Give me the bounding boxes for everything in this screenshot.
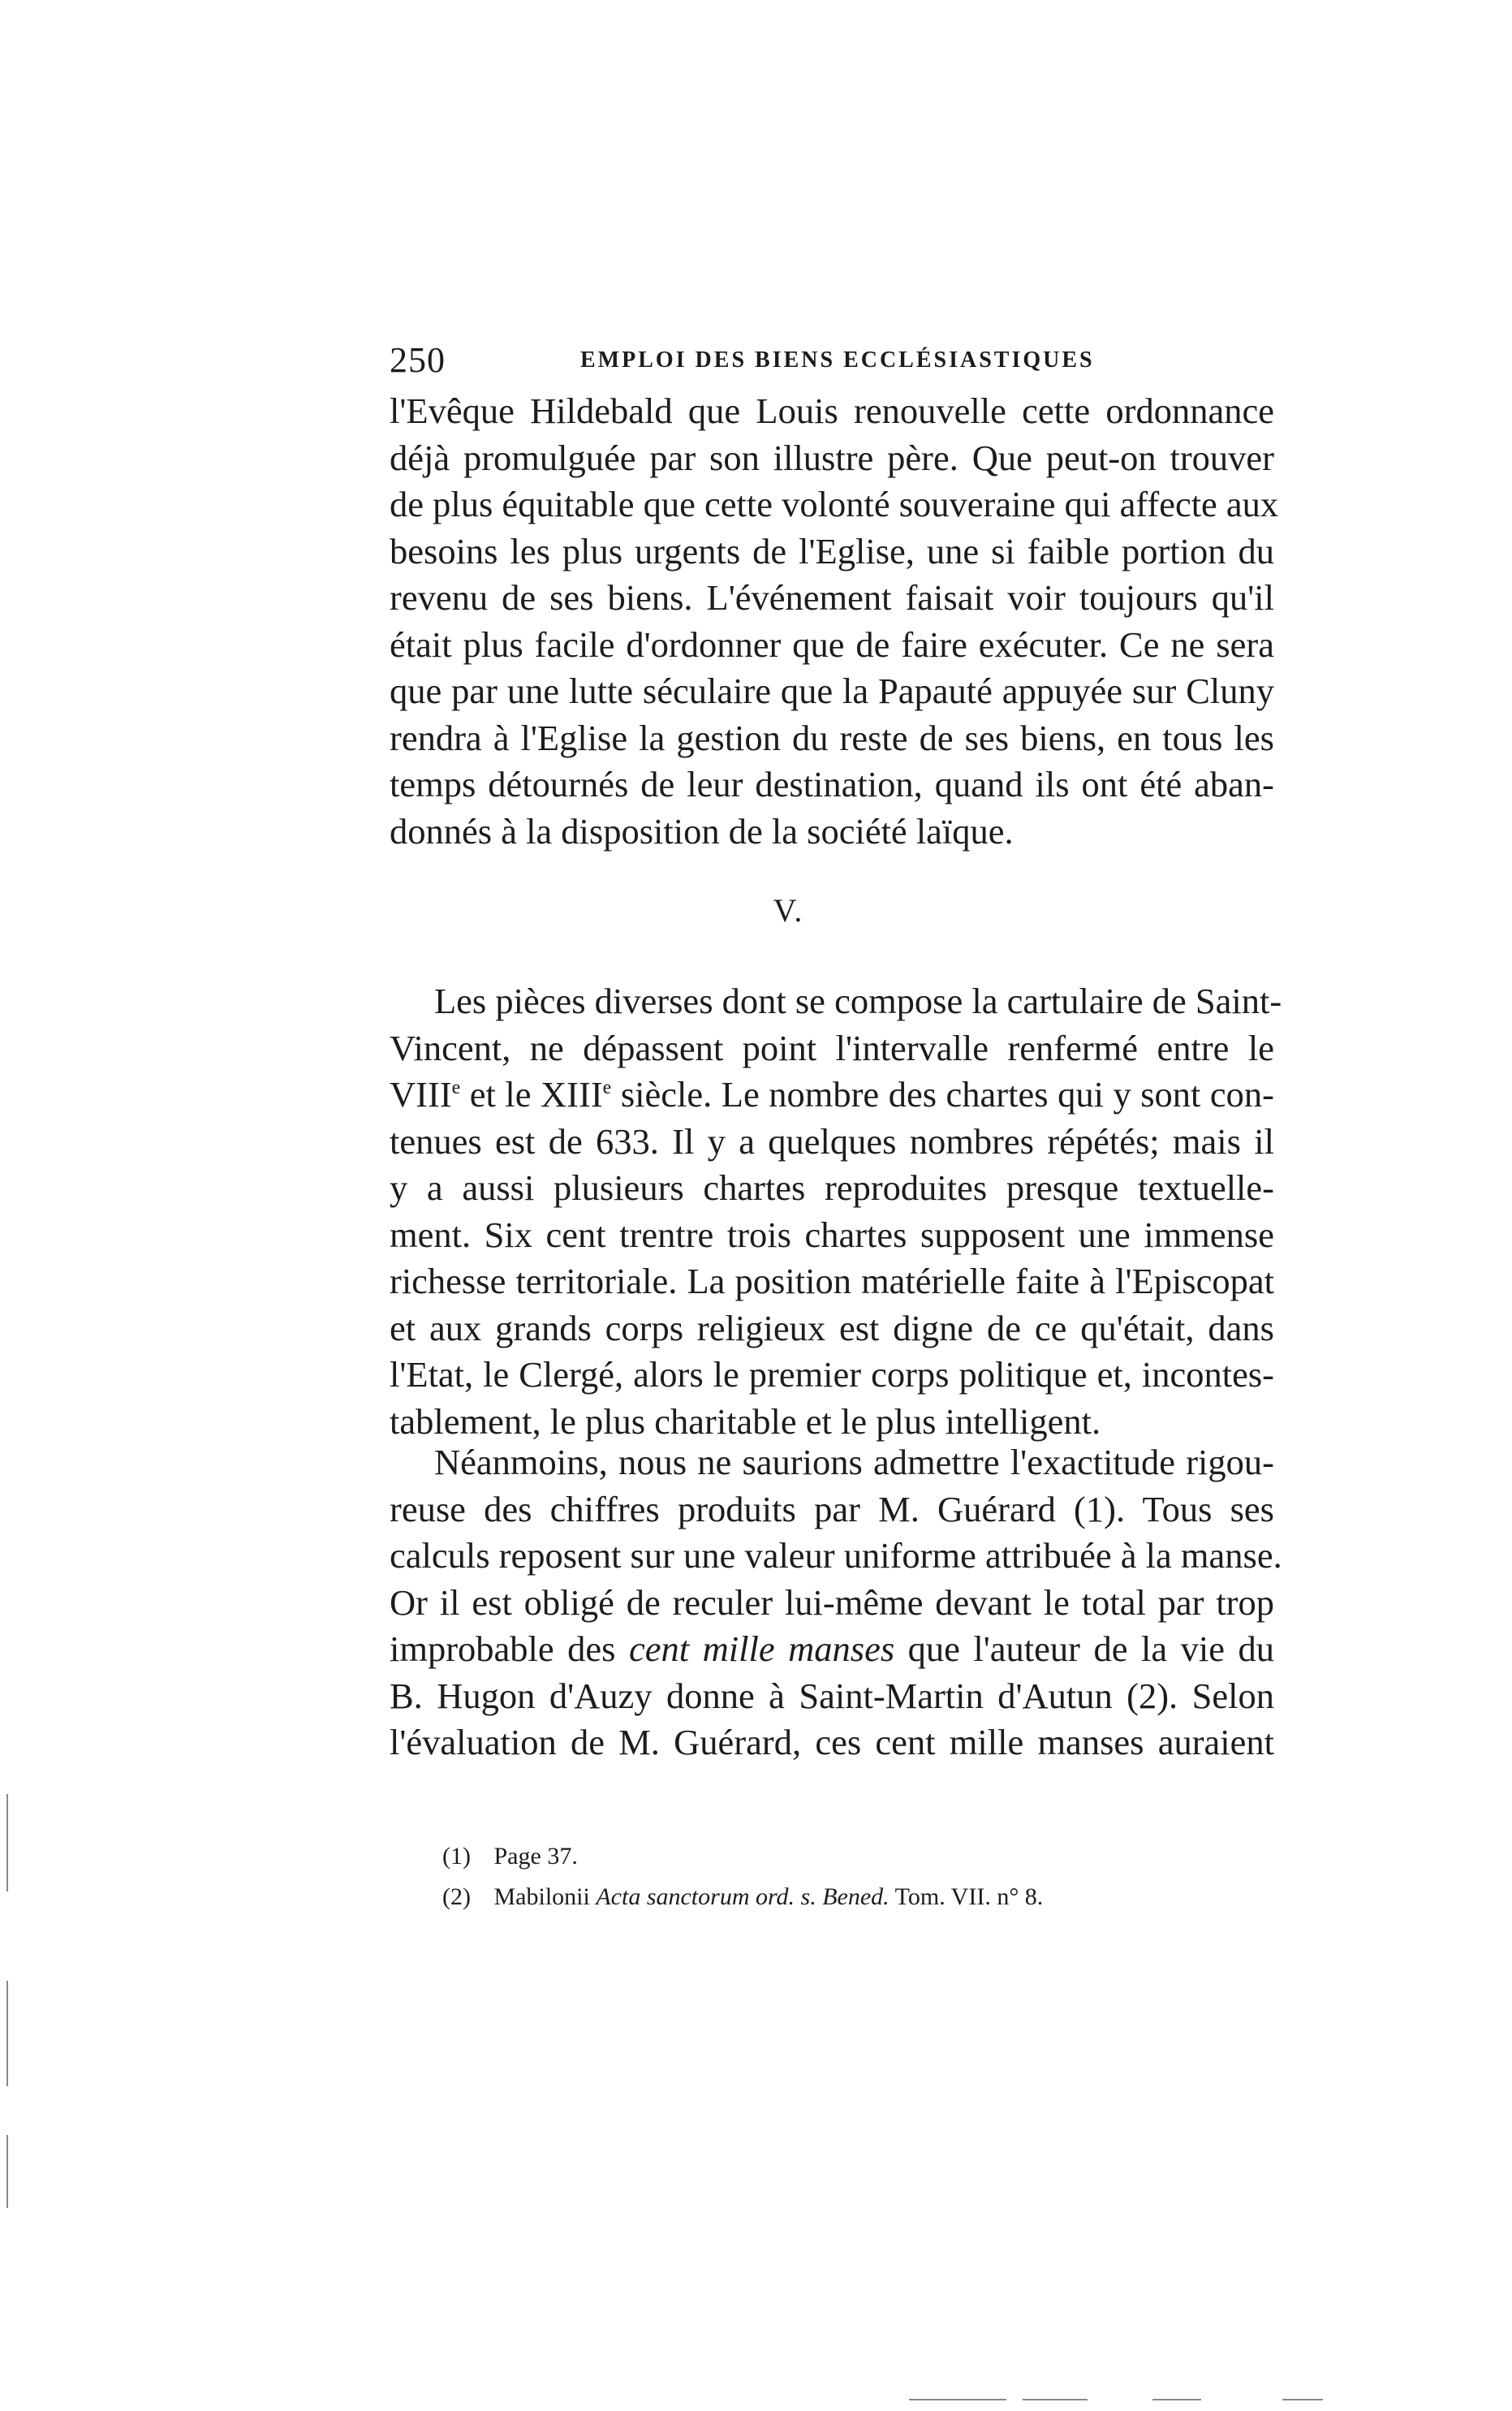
text-line: Or il est obligé de reculer lui-même devant le total par trop bbox=[390, 1581, 1274, 1623]
section-heading bbox=[0, 891, 1512, 929]
text-run: que l'auteur de la vie du bbox=[894, 1628, 1274, 1669]
footnote-2 bbox=[442, 1877, 1043, 1917]
text-run: VIII bbox=[390, 1074, 452, 1115]
section-numeral: V. bbox=[773, 892, 804, 929]
scan-artifact bbox=[1152, 2399, 1201, 2400]
text-run: improbable des bbox=[390, 1628, 629, 1669]
superscript: e bbox=[602, 1077, 612, 1099]
footnote-italic: Acta sanctorum ord. s. Bened. bbox=[596, 1883, 890, 1910]
text-line: donnés à la disposition de la société laïque. bbox=[390, 810, 1014, 852]
text-line: l'évaluation de M. Guérard, ces cent mille manses auraient bbox=[390, 1722, 1274, 1762]
text-run: et le XIII bbox=[460, 1074, 603, 1115]
footnote-ref: (1) bbox=[442, 1843, 471, 1870]
text-line: tablement, le plus charitable et le plus intelligent. bbox=[390, 1400, 1101, 1442]
page-number: 250 bbox=[390, 340, 446, 380]
paragraph-1 bbox=[390, 388, 1279, 855]
footnote-text: Page 37. bbox=[493, 1843, 578, 1870]
scan-artifact bbox=[6, 1794, 8, 1891]
footnote-text: Mabilonii bbox=[493, 1883, 597, 1910]
text-line: y a aussi plusieurs chartes reproduites presque textuelle- bbox=[390, 1167, 1274, 1208]
text-line: que par une lutte séculaire que la Papauté appuyée sur Cluny bbox=[390, 671, 1274, 711]
scan-artifact bbox=[6, 1981, 8, 2086]
footnote-text: Tom. VII. n° 8. bbox=[889, 1883, 1044, 1910]
text-line-with-superscripts bbox=[390, 1072, 1274, 1119]
text-line: calculs reposent sur une valeur uniforme attribuée à la manse. bbox=[390, 1535, 1282, 1576]
text-line: de plus équitable que cette volonté souveraine qui affecte aux bbox=[390, 484, 1279, 524]
text-run: siècle. Le nombre des chartes qui y sont con- bbox=[611, 1074, 1275, 1115]
scan-artifact bbox=[1023, 2399, 1088, 2400]
text-line: rendra à l'Eglise la gestion du reste de ses biens, en tous les bbox=[390, 717, 1274, 758]
paragraph-3 bbox=[390, 1439, 1282, 1766]
text-line: Les pièces diverses dont se compose la cartulaire de Saint- bbox=[434, 981, 1282, 1021]
text-line: B. Hugon d'Auzy donne à Saint-Martin d'Autun (2). Selon bbox=[390, 1675, 1274, 1716]
text-line: tenues est de 633. Il y a quelques nombres répétés; mais il bbox=[390, 1120, 1274, 1162]
scan-artifact bbox=[1282, 2399, 1323, 2400]
footnotes bbox=[442, 1836, 1043, 1917]
text-line: besoins les plus urgents de l'Eglise, une si faible portion du bbox=[390, 530, 1274, 571]
italic-phrase: cent mille manses bbox=[629, 1628, 895, 1669]
text-line: Néanmoins, nous ne saurions admettre l'exactitude rigou- bbox=[434, 1442, 1274, 1482]
running-title: EMPLOI DES BIENS ECCLÉSIASTIQUES bbox=[580, 347, 1095, 373]
text-line: déjà promulguée par son illustre père. Que peut-on trouver bbox=[390, 437, 1274, 478]
footnote-ref: (2) bbox=[442, 1883, 471, 1910]
paragraph-2 bbox=[390, 978, 1282, 1445]
text-line: reuse des chiffres produits par M. Guérard (1). Tous ses bbox=[390, 1488, 1274, 1529]
scan-artifact bbox=[6, 2135, 8, 2208]
text-line: l'Evêque Hildebald que Louis renouvelle cette ordonnance bbox=[390, 390, 1274, 431]
text-line: temps détournés de leur destination, quand ils ont été aban- bbox=[390, 764, 1274, 804]
text-line: ment. Six cent trentre trois chartes supposent une immense bbox=[390, 1214, 1274, 1255]
running-head bbox=[390, 339, 1290, 388]
scan-artifact bbox=[909, 2399, 1006, 2400]
text-line-with-italic bbox=[390, 1626, 1274, 1673]
superscript: e bbox=[451, 1077, 461, 1099]
text-line: était plus facile d'ordonner que de faire exécuter. Ce ne sera bbox=[390, 623, 1274, 665]
footnote-1 bbox=[442, 1836, 1043, 1877]
text-line: revenu de ses biens. L'événement faisait voir toujours qu'il bbox=[390, 577, 1274, 618]
text-line: l'Etat, le Clergé, alors le premier corps politique et, incontes- bbox=[390, 1354, 1274, 1395]
text-line: et aux grands corps religieux est digne de ce qu'était, dans bbox=[390, 1307, 1274, 1348]
text-line: richesse territoriale. La position matérielle faite à l'Episcopat bbox=[390, 1261, 1274, 1301]
text-line: Vincent, ne dépassent point l'intervalle renfermé entre le bbox=[390, 1027, 1274, 1068]
